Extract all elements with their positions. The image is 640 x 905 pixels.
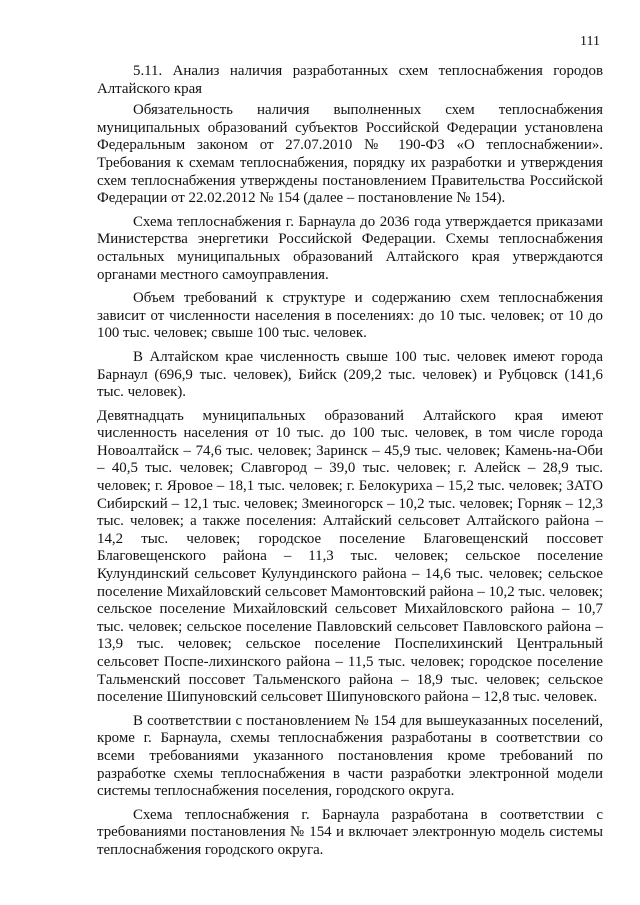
section-heading: 5.11. Анализ наличия разработанных схем теплоснабжения городов Алтайского края — [97, 63, 603, 97]
paragraph: В соответствии с постановлением № 154 для вышеуказанных поселений, кроме г. Барнаула, схемы теплоснабжения разработаны в соответствии со всеми требованиями указанного постановления кроме требований по разработке схемы теплоснабжения в части разработки электронной модели системы теплоснабжения поселения, городского округа. — [97, 712, 603, 800]
paragraph: Объем требований к структуре и содержанию схем теплоснабжения зависит от численности населения в поселениях: до 10 тыс. человек; от 10 до 100 тыс. человек; свыше 100 тыс. человек. — [97, 290, 603, 342]
page-number: 111 — [580, 34, 600, 49]
document-body — [97, 63, 603, 866]
paragraph: Обязательность наличия выполненных схем теплоснабжения муниципальных образований субъектов Российской Федерации установлена Федеральным законом от 27.07.2010 № 190-ФЗ «О теплоснабжении». Требования к схемам теплоснабжения, порядку их разработки и утверждения схем теплоснабжения утверждены постановлением Правительства Российской Федерации от 22.02.2012 № 154 (далее – постановление № 154). — [97, 102, 603, 207]
paragraph: Девятнадцать муниципальных образований Алтайского края имеют численность населения от 10 тыс. до 100 тыс. человек, в том числе города Новоалтайск – 74,6 тыс. человек; Заринск – 45,9 тыс. человек; Камень-на-Оби – 40,5 тыс. человек; Славгород – 39,0 тыс. человек; г. Алейск – 28,9 тыс. человек; г. Яровое – 18,1 тыс. человек; г. Белокуриха – 15,2 тыс. человек; ЗАТО Сибирский – 12,1 тыс. человек; Змеиногорск – 10,2 тыс. человек; Горняк – 12,3 тыс. человек; а также поселения: Алтайский сельсовет Алтайского района – 14,2 тыс. человек; городское поселение Благовещенский поссовет Благовещенского района – 11,3 тыс. человек; сельское поселение Кулундинский сельсовет Кулундинского района – 14,6 тыс. человек; сельское поселение Михайловский сельсовет Мамонтовский района – 10,2 тыс. человек; сельское поселение Михайловский сельсовет Михайловского района – 10,7 тыс. человек; сельское поселение Павловский сельсовет Павловского района – 13,9 тыс. человек; сельское поселение Поспелихинский Центральный сельсовет Поспе-лихинского района – 11,5 тыс. человек; городское поселение Тальменский поссовет Тальменского района – 18,9 тыс. человек; сельское поселение Шипуновский сельсовет Шипуновского района – 12,8 тыс. человек. — [97, 407, 603, 706]
paragraph: В Алтайском крае численность свыше 100 тыс. человек имеют города Барнаул (696,9 тыс. человек), Бийск (209,2 тыс. человек) и Рубцовск (141,6 тыс. человек). — [97, 348, 603, 401]
paragraph: Схема теплоснабжения г. Барнаула разработана в соответствии с требованиями постановления № 154 и включает электронную модель системы теплоснабжения городского округа. — [97, 806, 603, 858]
paragraph: Схема теплоснабжения г. Барнаула до 2036 года утверждается приказами Министерства энергетики Российской Федерации. Схемы теплоснабжения остальных муниципальных образований Алтайского края утверждаются органами местного самоуправления. — [97, 213, 603, 283]
